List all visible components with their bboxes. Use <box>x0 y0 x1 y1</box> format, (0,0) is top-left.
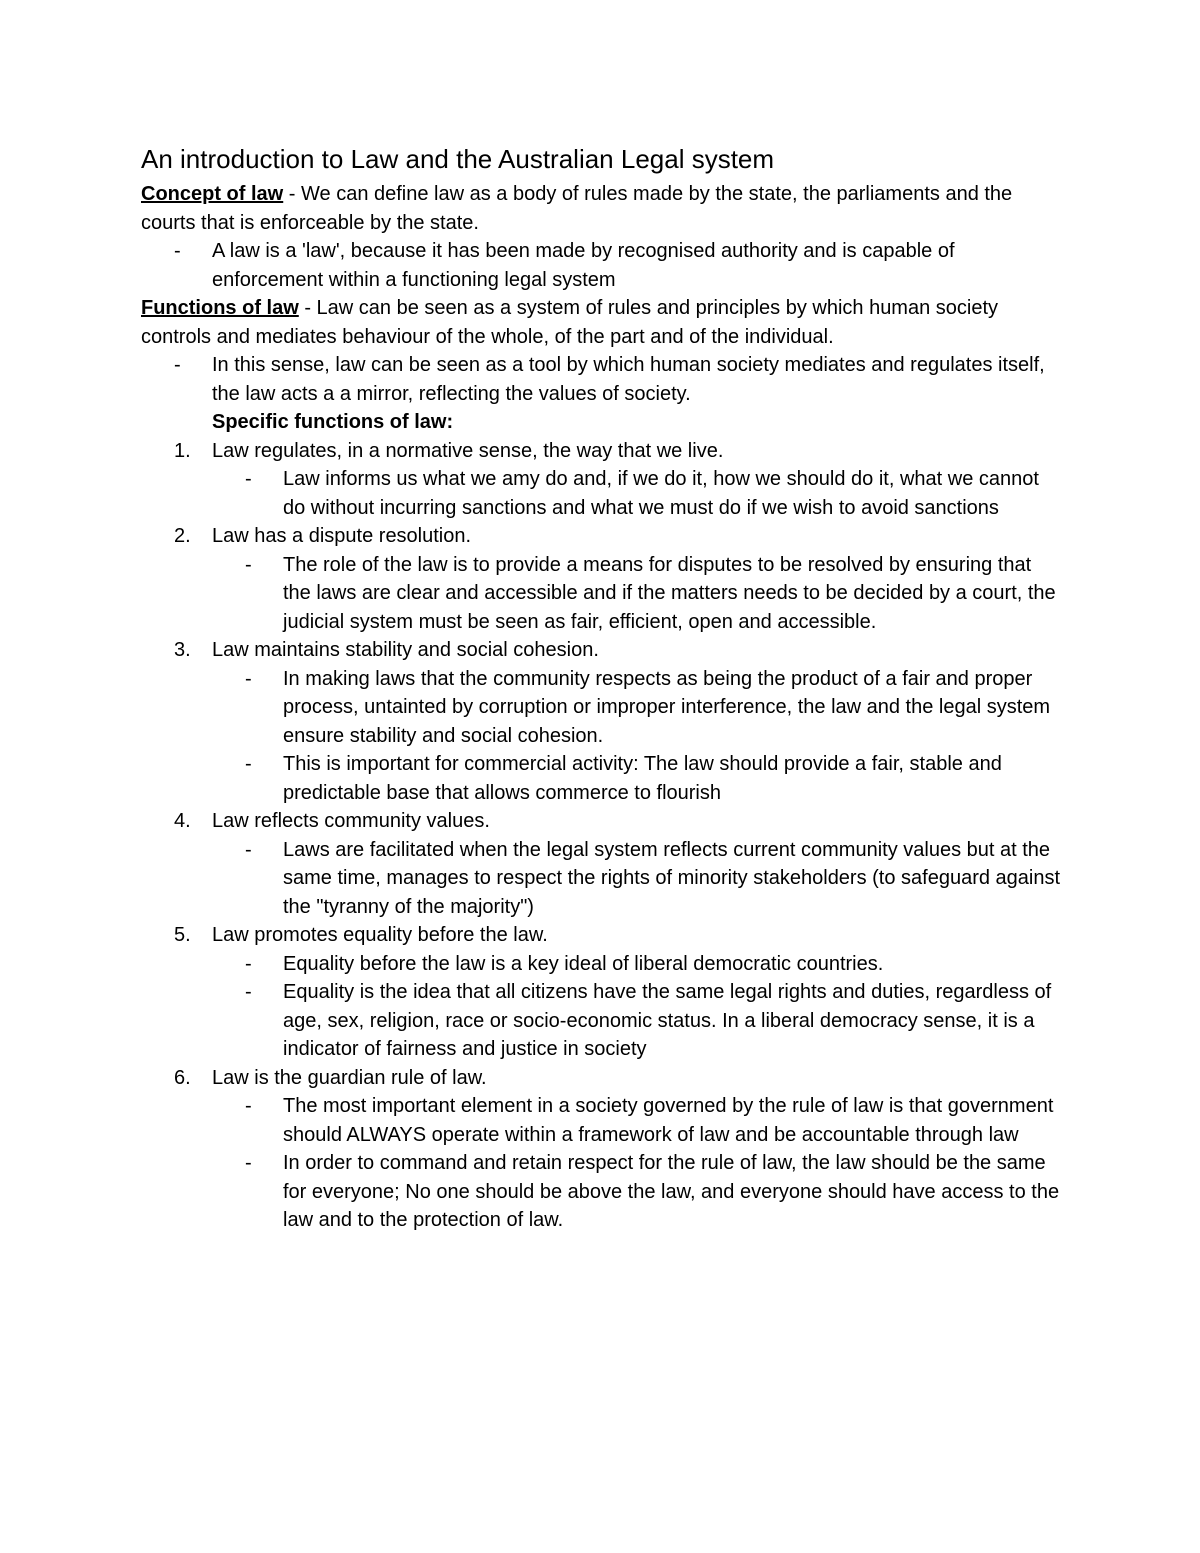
function-item <box>141 522 1061 551</box>
functions-term: Functions of law <box>141 297 299 319</box>
bullet-dash: - <box>245 667 252 690</box>
sub-bullet-text: In order to command and retain respect for the rule of law, the law should be the same for everyone; No one should be above the law, and everyone should have access to the law and to the protection of law. <box>283 1152 1060 1231</box>
document-title: An introduction to Law and the Australian Legal system <box>141 144 775 174</box>
function-sub-bullet <box>141 978 1061 1064</box>
concept-term: Concept of law <box>141 183 284 205</box>
sub-bullet-text: Law informs us what we amy do and, if we do it, how we should do it, what we cannot do without incurring sanctions and what we must do if we wish to avoid sanctions <box>283 468 1039 519</box>
functions-bullets <box>141 351 1061 408</box>
function-sub-bullet <box>141 1149 1061 1235</box>
sub-bullet-text: The most important element in a society governed by the rule of law is that government should ALWAYS operate within a framework of law and be accountable through law <box>283 1095 1054 1146</box>
sub-bullet-text: The role of the law is to provide a means for disputes to be resolved by ensuring that the laws are clear and accessible and if the matters needs to be decided by a court, the judicial system must be seen as fair, efficient, open and accessible. <box>283 553 1056 633</box>
bullet-dash: - <box>174 354 181 376</box>
item-text: Law reflects community values. <box>212 810 490 832</box>
sub-bullet-text: This is important for commercial activity: The law should provide a fair, stable and predictable base that allows commerce to flourish <box>283 753 1002 804</box>
function-sub-bullet <box>141 551 1061 637</box>
function-item <box>141 807 1061 836</box>
function-sub-bullet <box>141 836 1061 922</box>
functions-text: - Law can be seen as a system of rules and principles by which human society controls and mediates behaviour of the whole, of the part and of the individual. <box>141 297 999 348</box>
function-sub-bullet <box>141 465 1061 522</box>
bullet-dash: - <box>245 838 252 861</box>
concept-bullet <box>141 237 1061 294</box>
concept-text: - We can define law as a body of rules made by the state, the parliaments and the courts that is enforceable by the state. <box>141 183 1013 234</box>
item-text: Law maintains stability and social cohesion. <box>212 639 599 661</box>
function-item <box>141 921 1061 950</box>
item-text: Law has a dispute resolution. <box>212 525 472 547</box>
item-number: 6. <box>174 1066 191 1089</box>
function-sub-bullet <box>141 950 1061 979</box>
concept-bullets <box>141 237 1061 294</box>
item-text: Law promotes equality before the law. <box>212 924 548 946</box>
sub-bullet-text: Equality before the law is a key ideal of liberal democratic countries. <box>283 952 884 975</box>
bullet-dash: - <box>174 240 181 262</box>
bullet-text: In this sense, law can be seen as a tool by which human society mediates and regulates itself, the law acts a a mirror, reflecting the values of society. <box>212 354 1045 405</box>
bullet-dash: - <box>245 553 252 576</box>
function-sub-bullet <box>141 1092 1061 1149</box>
function-item <box>141 437 1061 466</box>
bullet-dash: - <box>245 981 252 1003</box>
item-number: 2. <box>174 525 191 547</box>
item-number: 3. <box>174 639 191 661</box>
bullet-dash: - <box>245 952 252 975</box>
item-number: 5. <box>174 924 191 946</box>
item-number: 4. <box>174 810 191 832</box>
bullet-dash: - <box>245 1095 252 1117</box>
function-item <box>141 636 1061 665</box>
functions-list <box>141 437 1061 1235</box>
bullet-dash: - <box>245 468 252 490</box>
bullet-text: A law is a 'law', because it has been made by recognised authority and is capable of enforcement within a functioning legal system <box>212 240 955 291</box>
item-number: 1. <box>174 439 191 462</box>
bullet-dash: - <box>245 753 252 775</box>
function-sub-bullet <box>141 665 1061 751</box>
function-sub-bullet <box>141 750 1061 807</box>
sub-bullet-text: Laws are facilitated when the legal system reflects current community values but at the same time, manages to respect the rights of minority stakeholders (to safeguard against the "tyranny of the majority") <box>283 838 1061 918</box>
function-item <box>141 1064 1061 1093</box>
item-text: Law is the guardian rule of law. <box>212 1066 487 1089</box>
bullet-dash: - <box>245 1152 252 1174</box>
document-page <box>141 142 1061 1235</box>
sub-bullet-text: Equality is the idea that all citizens have the same legal rights and duties, regardless of age, sex, religion, race or socio-economic status. In a liberal democracy sense, it is a indicator of fairness and justice in society <box>283 981 1052 1060</box>
functions-bullet <box>141 351 1061 408</box>
sub-bullet-text: In making laws that the community respects as being the product of a fair and proper process, untainted by corruption or improper interference, the law and the legal system ensure stability and social cohesion. <box>283 667 1051 747</box>
functions-paragraph <box>141 294 1061 351</box>
concept-paragraph <box>141 180 1061 237</box>
item-text: Law regulates, in a normative sense, the way that we live. <box>212 439 724 462</box>
specific-functions-heading: Specific functions of law: <box>212 411 454 433</box>
